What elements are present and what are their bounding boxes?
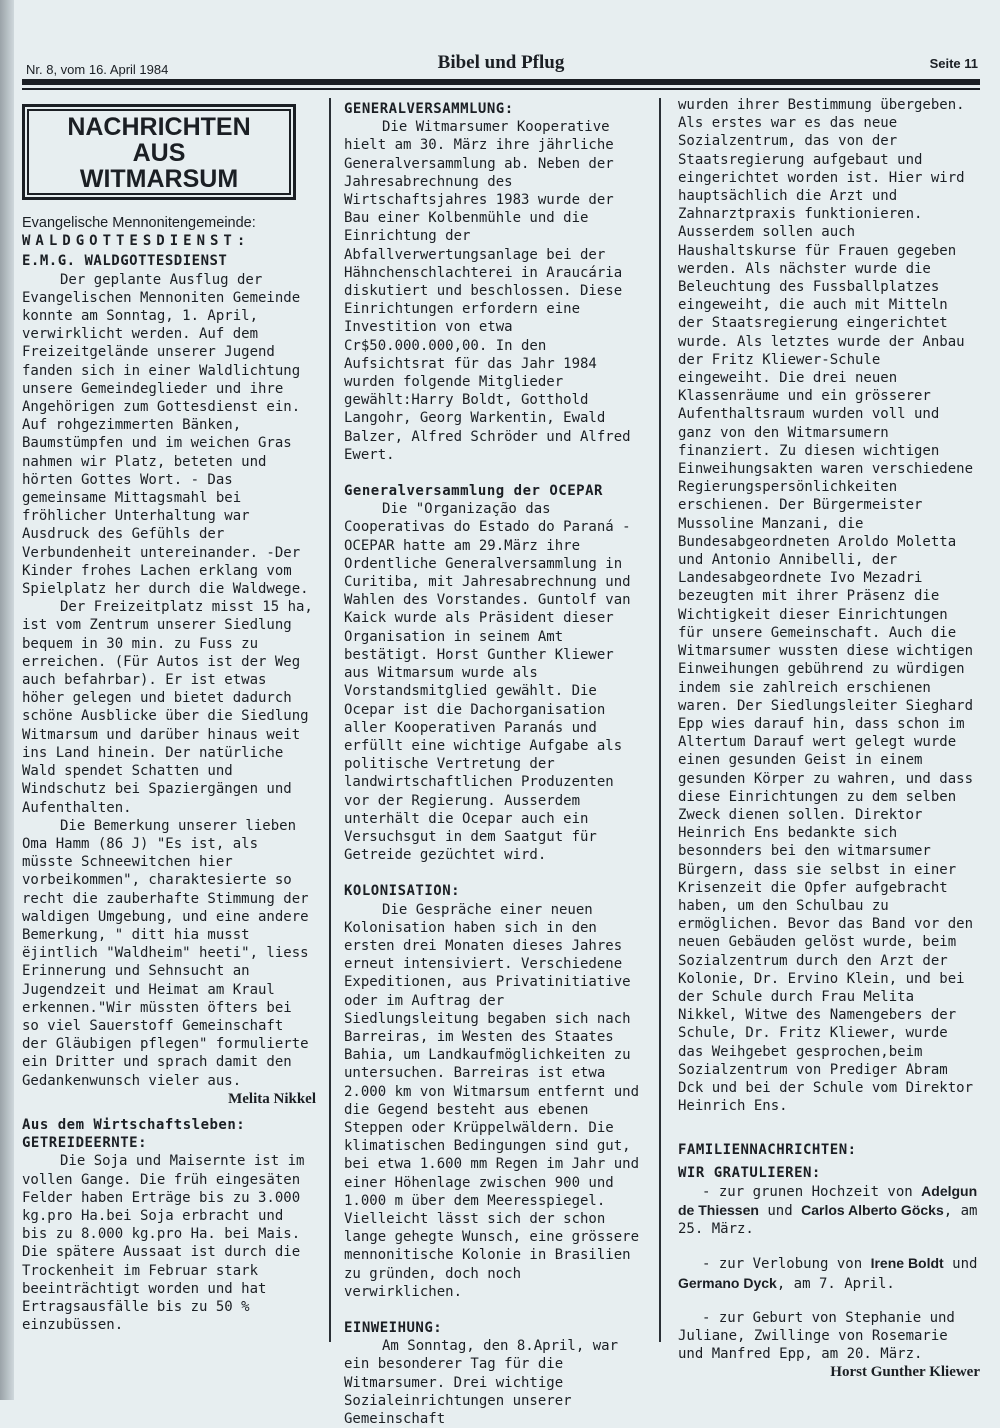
author-signature: Melita Nikkel bbox=[228, 1090, 316, 1107]
subheading: EINWEIHUNG: bbox=[344, 1320, 443, 1336]
title-line-2: AUS bbox=[132, 139, 186, 167]
column-1 bbox=[22, 96, 316, 1334]
masthead bbox=[22, 50, 980, 78]
section-heading: Evangelische Mennonitengemeinde: bbox=[22, 215, 256, 231]
title-line-1: NACHRICHTEN bbox=[67, 113, 251, 141]
page-number: Seite 11 bbox=[929, 56, 978, 71]
article-paragraph: Die Witmarsumer Kooperative hielt am 30. März ihre jährliche Generalversammlung ab. Neben der Jahresabrechnung des Wirtschaftsjahres 1983 wurde der Bau einer Kolbenmühle und die Einrichtung der Abfallverwertungsanlage bei der Hähnchenschlachterei in Araucária diskutiert und beschlossen. Diese Einrichtungen erfordern eine Investition von etwa Cr$50.000.000,00. In den Aufsichtsrat für das Jahr 1984 wurden folgende Mitglieder gewählt:Harry Boldt, Gotthold Langohr, Georg Warkentin, Ewald Balzer, Alfred Schröder und Alfred Ewert. bbox=[344, 119, 631, 463]
article-paragraph: Die "Organização das Cooperativas do Estado do Paraná - OCEPAR hatte am 29.März ihre Ordentliche Generalversammlung in Curitiba, mit Jahresabrechnung und Wahlen des Vorstandes. Guntolf van Kaick wurde als Präsident dieser Organisation in seinem Amt bestätigt. Horst Gunther Kliewer aus Witmarsum wurde als Vorstandsmitglied gewählt. Die Ocepar ist die Dachorganisation aller Kooperativen Paranás und erfüllt eine wichtige Aufgabe als politische Vertretung der landwirtschaftlichen Produzenten vor der Regierung. Ausserdem unterhält die Ocepar auch ein Versuchsgut in dem Saatgut für Getreide gezüchtet wird. bbox=[344, 501, 631, 864]
column-divider-2 bbox=[659, 98, 661, 1342]
publication-title: Bibel und Pflug bbox=[437, 52, 565, 73]
article-paragraph: Am Sonntag, den 8.April, war ein besonderer Tag für die Witmarsumer. Drei wichtige Sozialeinrichtungen unserer Gemeinschaft bbox=[344, 1338, 619, 1428]
binding-gutter bbox=[0, 0, 14, 1400]
names: Germano Dyck bbox=[678, 1274, 777, 1291]
section-title-box bbox=[22, 104, 296, 200]
congratulation-entry: - zur Geburt von Stephanie und Juliane, Zwillinge von Rosemarie und Manfred Epp, am 20. März. bbox=[678, 1309, 955, 1363]
article-paragraph: Die Gespräche einer neuen Kolonisation haben sich in den ersten drei Monaten dieses Jahres erneut intensiviert. Verschiedene Expeditionen, aus Privatinitiative oder im Auftrag der Siedlungsleitung begaben sich nach Barreiras, im Westen des Staates Bahia, um Landkaufmöglichkeiten zu untersuchen. Barreiras ist etwa 2.000 km von Witmarsum entfernt und die Gegend besteht aus ebenen Steppen oder Krüppelwäldern. Die klimatischen Bedingungen sind gut, bei etwa 1.600 mm Regen im Jahr und einer Höhenlage zwischen 900 und 1.000 m über dem Meeresspiegel. Vielleicht lässt sich der schon lange gehegte Wunsch, eine grössere mennonitische Kolonie in Brasilien zu gründen, doch noch verwirklichen. bbox=[344, 901, 640, 1300]
masthead-rule-thin bbox=[22, 88, 980, 90]
congratulation-entry: - zur Verlobung von Irene Boldt und Germano Dyck, am 7. April. bbox=[678, 1255, 978, 1292]
section-heading: Aus dem Wirtschaftsleben: bbox=[22, 1116, 246, 1133]
subheading: Generalversammlung der OCEPAR bbox=[344, 483, 603, 500]
article-paragraph: Der Freizeitplatz misst 15 ha, ist vom Zentrum unserer Siedlung bequem in 30 min. zu Fuss zu erreichen. (Für Autos ist der Weg auch befahrbar). Er ist etwas höher gelegen und bietet dadurch schöne Ausblicke über die Siedlung Witmarsum und darüber hinaus weit ins Land hinein. Der natürliche Wald spendet Schatten und Windschutz bei Spaziergängen und Aufenthalten. bbox=[22, 599, 313, 816]
subheading: E.M.G. WALDGOTTESDIENST bbox=[22, 253, 228, 270]
masthead-rule-thick bbox=[22, 79, 980, 85]
issue-date: Nr. 8, vom 16. April 1984 bbox=[26, 62, 169, 77]
subheading: FAMILIENNACHRICHTEN: bbox=[678, 1142, 857, 1159]
article-paragraph: Die Soja und Maisernte ist im vollen Gange. Die früh eingesäten Felder haben Erträge bis zu 3.000 kg.pro Ha.bei Soja erbracht und bis zu 8.000 kg.pro Ha. bei Mais. Die spätere Aussaat ist durch die Trockenheit im Februar stark beeinträchtigt worden und hat Ertragsausfälle bis zu 50 % einzubüssen. bbox=[22, 1153, 305, 1334]
author-signature: Horst Gunther Kliewer bbox=[830, 1364, 980, 1381]
column-2 bbox=[344, 96, 646, 1428]
subheading-spaced: WALDGOTTESDIENST: bbox=[22, 233, 251, 250]
names: Adelgun de Thiessen bbox=[678, 1182, 978, 1218]
column-divider-1 bbox=[329, 98, 331, 1342]
article-paragraph: Die Bemerkung unserer lieben Oma Hamm (86 J) "Es ist, als müsste Schneewitchen hier vorbeikommen", charaktesierte so recht die zauberhafte Stimmung der waldigen Umgebung, und eine andere Bemerkung, " ditt hia musst ëjintlich "Waldheim" heeti", liess Erinnerung und Sehnsucht an Jugendzeit und Heimat am Kraul erkennen."Wir müssten öfters bei so viel Sauerstoff Gemeinschaft der Gläubigen pflegen" formulierte ein Dritter und sprach damit den Gedankenwunsch vieler aus. bbox=[22, 817, 309, 1089]
subheading: KOLONISATION: bbox=[344, 883, 461, 900]
names: Irene Boldt bbox=[870, 1255, 944, 1272]
names: Carlos Alberto Göcks bbox=[801, 1201, 944, 1218]
title-line-3: WITMARSUM bbox=[79, 165, 239, 193]
subheading: WIR GRATULIEREN: bbox=[678, 1164, 821, 1181]
article-paragraph: wurden ihrer Bestimmung übergeben. Als erstes war es das neue Sozialzentrum, das von der Staatsregierung aufgebaut und eingerichtet worden ist. Hier wird hauptsächlich die Arzt und Zahnarztpraxis funktionieren. Ausserdem sollen auch Haushaltskurse für Frauen gegeben werden. Als nächster wurde die Beleuchtung des Fussballplatzes eingeweiht, die auch mit Mitteln der Staatsregierung eingerichtet wurde. Als letztes wurde der Anbau der Fritz Kliewer-Schule eingeweiht. Die drei neuen Klassenräume und ein grösserer Aufenthaltsraum wurden voll und ganz von den Witmarsumern finanziert. Zu diesen wichtigen Einweihungsakten waren verschiedene Regierungspersönlichkeiten erschienen. Der Bürgermeister Mussoline Manzani, die Bundesabgeordneten Aroldo Moletta und Antonio Annibelli, der Landesabgeordnete Ivo Mezadri bezeugten mit ihrer Präsenz die Wichtigkeit dieser Einrichtungen für unsere Gemeinschaft. Auch die Witmarsumer wussten diese wichtigen Einweihungen gebührend zu würdigen indem sie zahlreich erschienen waren. Der Siedlungsleiter Sieghard Epp wies darauf hin, dass schon im Altertum Darauf wert gelegt wurde einen gesunden Geist in einem gesunden Körper zu wahren, und dass diese Einrichtungen zu dem selben Zweck dienen sollen. Direktor Heinrich Ens bedankte sich besonnders bei den witmarsumer Bürgern, dass sie selbst in einer Krisenzeit die Opfer aufgebracht haben, um den Schulbau zu ermöglichen. Bevor das Band vor den neuen Gebäuden gelöst wurde, beim Sozialzentrum durch den Arzt der Kolonie, Dr. Ervino Klein, und bei der Schule durch Frau Melita Nikkel, Witwe des Namengebers der Schule, Dr. Fritz Kliewer, wurde das Weihgebet gesprochen,beim Sozialzentrum von Prediger Abram Dck und bei der Schule vom Direktor Heinrich Ens. bbox=[678, 97, 974, 1115]
congratulation-entry: - zur grunen Hochzeit von Adelgun de Thiessen und Carlos Alberto Göcks, am 25. März. bbox=[678, 1182, 978, 1238]
article-paragraph: Der geplante Ausflug der Evangelischen Mennoniten Gemeinde konnte am Sonntag, 1. April, verwirklicht werden. Auf dem Freizeitgelände unserer Jugend fanden sich in einer Waldlichtung unsere Gemeindeglieder und ihre Angehörigen zum Gottesdienst ein. Auf rohgezimmerten Bänken, Baumstümpfen und im weichen Gras nahmen wir Platz, beteten und hörten Gottes Wort. - Das gemeinsame Mittagsmahl bei fröhlicher Unterhaltung war Ausdruck des Gefühls der Verbundenheit untereinander. -Der Kinder frohes Lachen erklang vom Spielplatz her durch die Waldwege. bbox=[22, 271, 309, 598]
subheading: GETREIDEERNTE: bbox=[22, 1135, 148, 1152]
column-3 bbox=[678, 96, 980, 1382]
subheading: GENERALVERSAMMLUNG: bbox=[344, 101, 514, 117]
